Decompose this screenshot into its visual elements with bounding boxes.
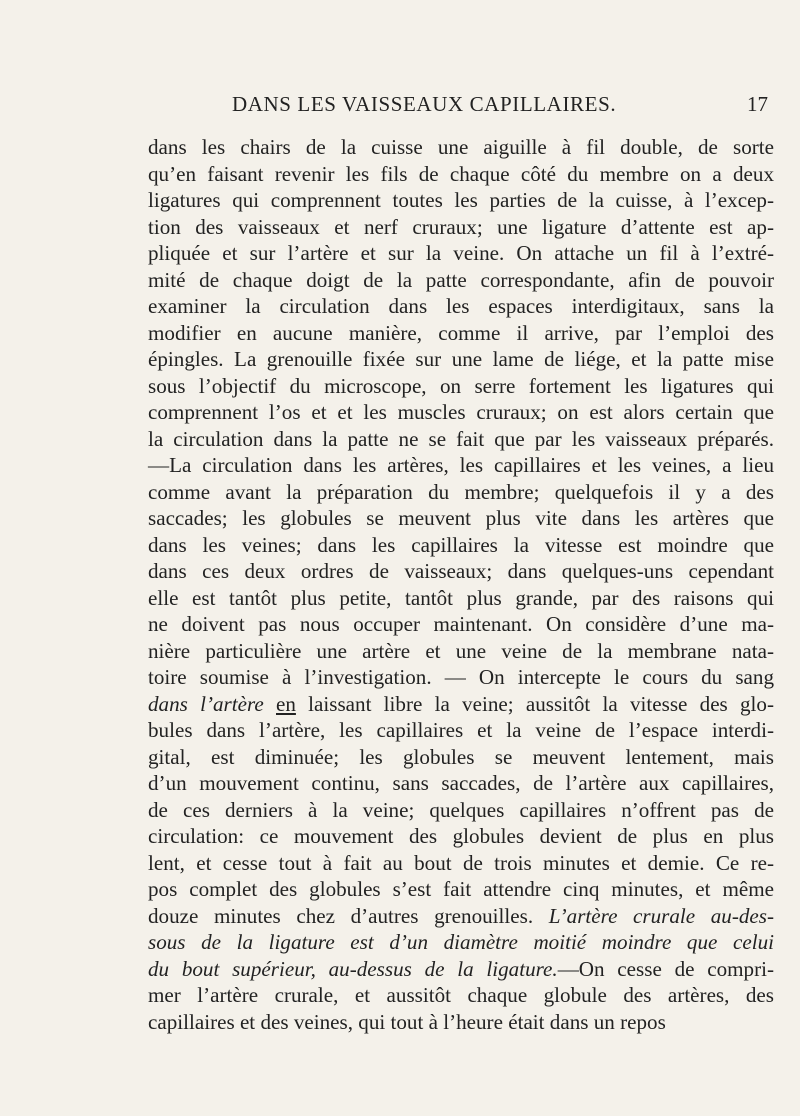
text-line: [148, 664, 774, 691]
text-segment: pos complet des globules s’est fait attendre cinq minutes, et même: [148, 877, 774, 901]
text-line: [148, 187, 774, 214]
text-segment: —On cesse de compri-: [557, 956, 774, 981]
text-segment: toire soumise à l’investigation. — On intercepte le cours du sang: [148, 665, 774, 689]
text-line: [148, 638, 774, 665]
text-line: [148, 452, 774, 479]
text-segment: dans l’artère: [148, 691, 264, 716]
text-line: [148, 797, 774, 824]
text-line: [148, 214, 774, 241]
text-line: [148, 585, 774, 612]
text-segment: capillaires et des veines, qui tout à l’heure était dans un repos: [148, 1009, 666, 1034]
text-line: [148, 240, 774, 267]
text-line: [148, 532, 774, 559]
text-segment: ne doivent pas nous occuper maintenant. On considère d’une ma-: [148, 612, 774, 636]
text-line: [148, 399, 774, 426]
text-segment: laissant libre la veine; aussitôt la vitesse des glo-: [295, 691, 774, 716]
text-segment: bules dans l’artère, les capillaires et la veine de l’espace interdi-: [148, 718, 774, 742]
text-segment: comme avant la préparation du membre; quelquefois il y a des: [148, 479, 774, 504]
text-segment: de ces derniers à la veine; quelques capillaires n’offrent pas de: [148, 797, 774, 822]
text-segment: nière particulière une artère et une veine de la membrane nata-: [148, 638, 774, 663]
text-line: [148, 293, 774, 320]
running-title: DANS LES VAISSEAUX CAPILLAIRES.: [232, 92, 617, 116]
text-line: [148, 929, 774, 956]
page-header: [148, 92, 774, 122]
text-segment: mer l’artère crurale, et aussitôt chaque globule des artères, des: [148, 983, 774, 1007]
text-segment: sous de la ligature est d’un diamètre moitié moindre que celui: [148, 930, 774, 954]
text-line: [148, 982, 774, 1009]
text-line: [148, 346, 774, 373]
text-segment: en: [276, 691, 296, 716]
text-line: [148, 479, 774, 506]
text-segment: gital, est diminuée; les globules se meuvent lentement, mais: [148, 744, 774, 769]
text-segment: pliquée et sur l’artère et sur la veine. On attache un fil à l’extré-: [148, 241, 774, 265]
text-segment: épingles. La grenouille fixée sur une lame de liége, et la patte mise: [148, 347, 774, 371]
text-segment: —La circulation dans les artères, les capillaires et les veines, a lieu: [148, 453, 774, 477]
text-segment: saccades; les globules se meuvent plus vite dans les artères que: [148, 506, 774, 530]
body-text: [148, 134, 774, 1035]
text-line: [148, 770, 774, 797]
text-line: [148, 267, 774, 294]
text-segment: dans les veines; dans les capillaires la vitesse est moindre que: [148, 532, 774, 557]
text-line: [148, 691, 774, 718]
text-segment: sous l’objectif du microscope, on serre fortement les ligatures qui: [148, 373, 774, 398]
text-segment: ligatures qui comprennent toutes les parties de la cuisse, à l’excep-: [148, 188, 774, 212]
text-segment: dans les chairs de la cuisse une aiguille à fil double, de sorte: [148, 135, 774, 159]
text-line: [148, 876, 774, 903]
text-segment: [264, 692, 276, 716]
text-segment: douze minutes chez d’autres grenouilles.: [148, 903, 549, 928]
text-segment: qu’en faisant revenir les fils de chaque côté du membre on a deux: [148, 161, 774, 186]
text-line: [148, 134, 774, 161]
text-segment: d’un mouvement continu, sans saccades, de l’artère aux capillaires,: [148, 771, 774, 795]
text-segment: dans ces deux ordres de vaisseaux; dans quelques-uns cependant: [148, 559, 774, 583]
text-segment: du bout supérieur, au-dessus de la ligature.: [148, 956, 558, 981]
text-line: [148, 903, 774, 930]
text-line: [148, 320, 774, 347]
text-line: [148, 956, 774, 983]
text-line: [148, 558, 774, 585]
text-line: [148, 426, 774, 453]
text-line: [148, 850, 774, 877]
text-line: [148, 611, 774, 638]
text-line: [148, 373, 774, 400]
text-segment: examiner la circulation dans les espaces interdigitaux, sans la: [148, 294, 774, 318]
text-segment: tion des vaisseaux et nerf cruraux; une ligature d’attente est ap-: [148, 214, 774, 239]
text-line: [148, 744, 774, 771]
text-line: [148, 823, 774, 850]
text-segment: circulation: ce mouvement des globules devient de plus en plus: [148, 824, 774, 848]
page-number: 17: [747, 92, 768, 116]
text-line: [148, 505, 774, 532]
text-segment: L’artère crurale au-des-: [548, 903, 774, 928]
text-segment: elle est tantôt plus petite, tantôt plus grande, par des raisons qui: [148, 585, 774, 610]
text-line: [148, 1009, 774, 1036]
text-line: [148, 161, 774, 188]
text-line: [148, 717, 774, 744]
text-segment: mité de chaque doigt de la patte correspondante, afin de pouvoir: [148, 267, 774, 292]
text-segment: comprennent l’os et et les muscles cruraux; on est alors certain que: [148, 400, 774, 424]
text-segment: modifier en aucune manière, comme il arrive, par l’emploi des: [148, 320, 774, 345]
text-segment: la circulation dans la patte ne se fait que par les vaisseaux préparés.: [148, 426, 774, 451]
text-segment: lent, et cesse tout à fait au bout de trois minutes et demie. Ce re-: [148, 850, 774, 875]
